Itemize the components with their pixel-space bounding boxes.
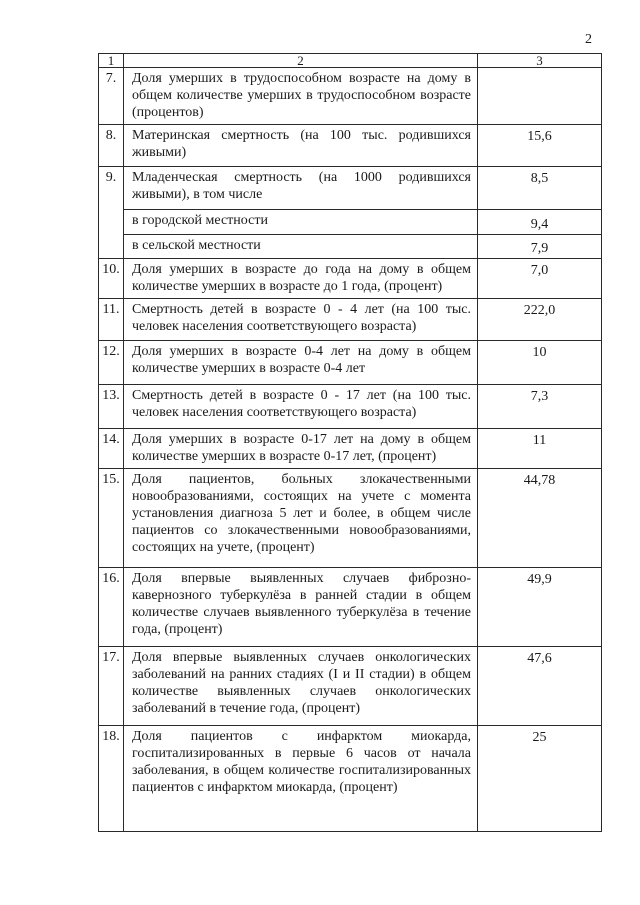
row-value: 222,0: [478, 299, 602, 341]
row-value: 49,9: [478, 568, 602, 647]
row-number: 13.: [99, 385, 124, 429]
row-indicator: Материнская смертность (на 100 тыс. родившихся живыми): [124, 125, 478, 167]
table-row: [99, 299, 602, 341]
row-number: [99, 210, 124, 235]
row-number: 11.: [99, 299, 124, 341]
table-row: [99, 341, 602, 385]
row-value: 25: [478, 726, 602, 832]
row-value: 10: [478, 341, 602, 385]
column-header-2: 2: [124, 54, 478, 68]
table-row: [99, 726, 602, 832]
row-value: 44,78: [478, 469, 602, 568]
row-value: 47,6: [478, 647, 602, 726]
row-value: 15,6: [478, 125, 602, 167]
row-indicator: Доля умерших в возрасте 0-17 лет на дому в общем количестве умерших в возрасте 0-17 лет, (процент): [124, 429, 478, 469]
row-indicator: Доля пациентов, больных злокачественными новообразованиями, состоящих на учете с момента установления диагноза 5 лет и более, в общем числе пациентов со злокачественными новообразованиями, состоящих на учете, (процент): [124, 469, 478, 568]
row-number: 10.: [99, 259, 124, 299]
row-number: [99, 235, 124, 259]
row-number: 18.: [99, 726, 124, 832]
row-value: 11: [478, 429, 602, 469]
table-row: [99, 68, 602, 125]
table-header-row: [99, 54, 602, 68]
page-number: 2: [585, 32, 592, 47]
row-indicator: Доля впервые выявленных случаев онкологических заболеваний на ранних стадиях (I и II стадии) в общем количестве выявленных случаев онкологических заболеваний в течение года, (процент): [124, 647, 478, 726]
table-row: [99, 647, 602, 726]
row-indicator: Доля умерших в возрасте до года на дому в общем количестве умерших в возрасте до 1 года, (процент): [124, 259, 478, 299]
row-indicator: Доля впервые выявленных случаев фиброзно-кавернозного туберкулёза в ранней стадии в общем количестве случаев выявленного туберкулёза в течение года, (процент): [124, 568, 478, 647]
row-indicator: Смертность детей в возрасте 0 - 17 лет (на 100 тыс. человек населения соответствующего возраста): [124, 385, 478, 429]
row-indicator: в городской местности: [124, 210, 478, 235]
column-header-3: 3: [478, 54, 602, 68]
row-indicator: Смертность детей в возрасте 0 - 4 лет (на 100 тыс. человек населения соответствующего возраста): [124, 299, 478, 341]
table-row: [99, 167, 602, 210]
row-number: 16.: [99, 568, 124, 647]
row-indicator: Доля умерших в трудоспособном возрасте на дому в общем количестве умерших в трудоспособном возрасте (процентов): [124, 68, 478, 125]
table-row: [99, 429, 602, 469]
row-indicator: Доля пациентов с инфарктом миокарда, госпитализированных в первые 6 часов от начала заболевания, в общем количестве госпитализированных пациентов с инфарктом миокарда, (процент): [124, 726, 478, 832]
row-indicator: в сельской местности: [124, 235, 478, 259]
row-number: 7.: [99, 68, 124, 125]
row-value: 8,5: [478, 167, 602, 210]
row-indicator: Младенческая смертность (на 1000 родившихся живыми), в том числе: [124, 167, 478, 210]
row-value: 7,9: [478, 235, 602, 259]
row-number: 9.: [99, 167, 124, 210]
table-row: [99, 385, 602, 429]
row-number: 15.: [99, 469, 124, 568]
row-value: 9,4: [478, 210, 602, 235]
row-value: 7,3: [478, 385, 602, 429]
table-row: [99, 235, 602, 259]
table-row: [99, 469, 602, 568]
row-indicator: Доля умерших в возрасте 0-4 лет на дому в общем количестве умерших в возрасте 0-4 лет: [124, 341, 478, 385]
indicators-table: [98, 53, 602, 832]
table-row: [99, 568, 602, 647]
row-number: 17.: [99, 647, 124, 726]
column-header-1: 1: [99, 54, 124, 68]
row-value: [478, 68, 602, 125]
table-row: [99, 259, 602, 299]
table-row: [99, 125, 602, 167]
table-row: [99, 210, 602, 235]
row-value: 7,0: [478, 259, 602, 299]
row-number: 14.: [99, 429, 124, 469]
row-number: 8.: [99, 125, 124, 167]
row-number: 12.: [99, 341, 124, 385]
